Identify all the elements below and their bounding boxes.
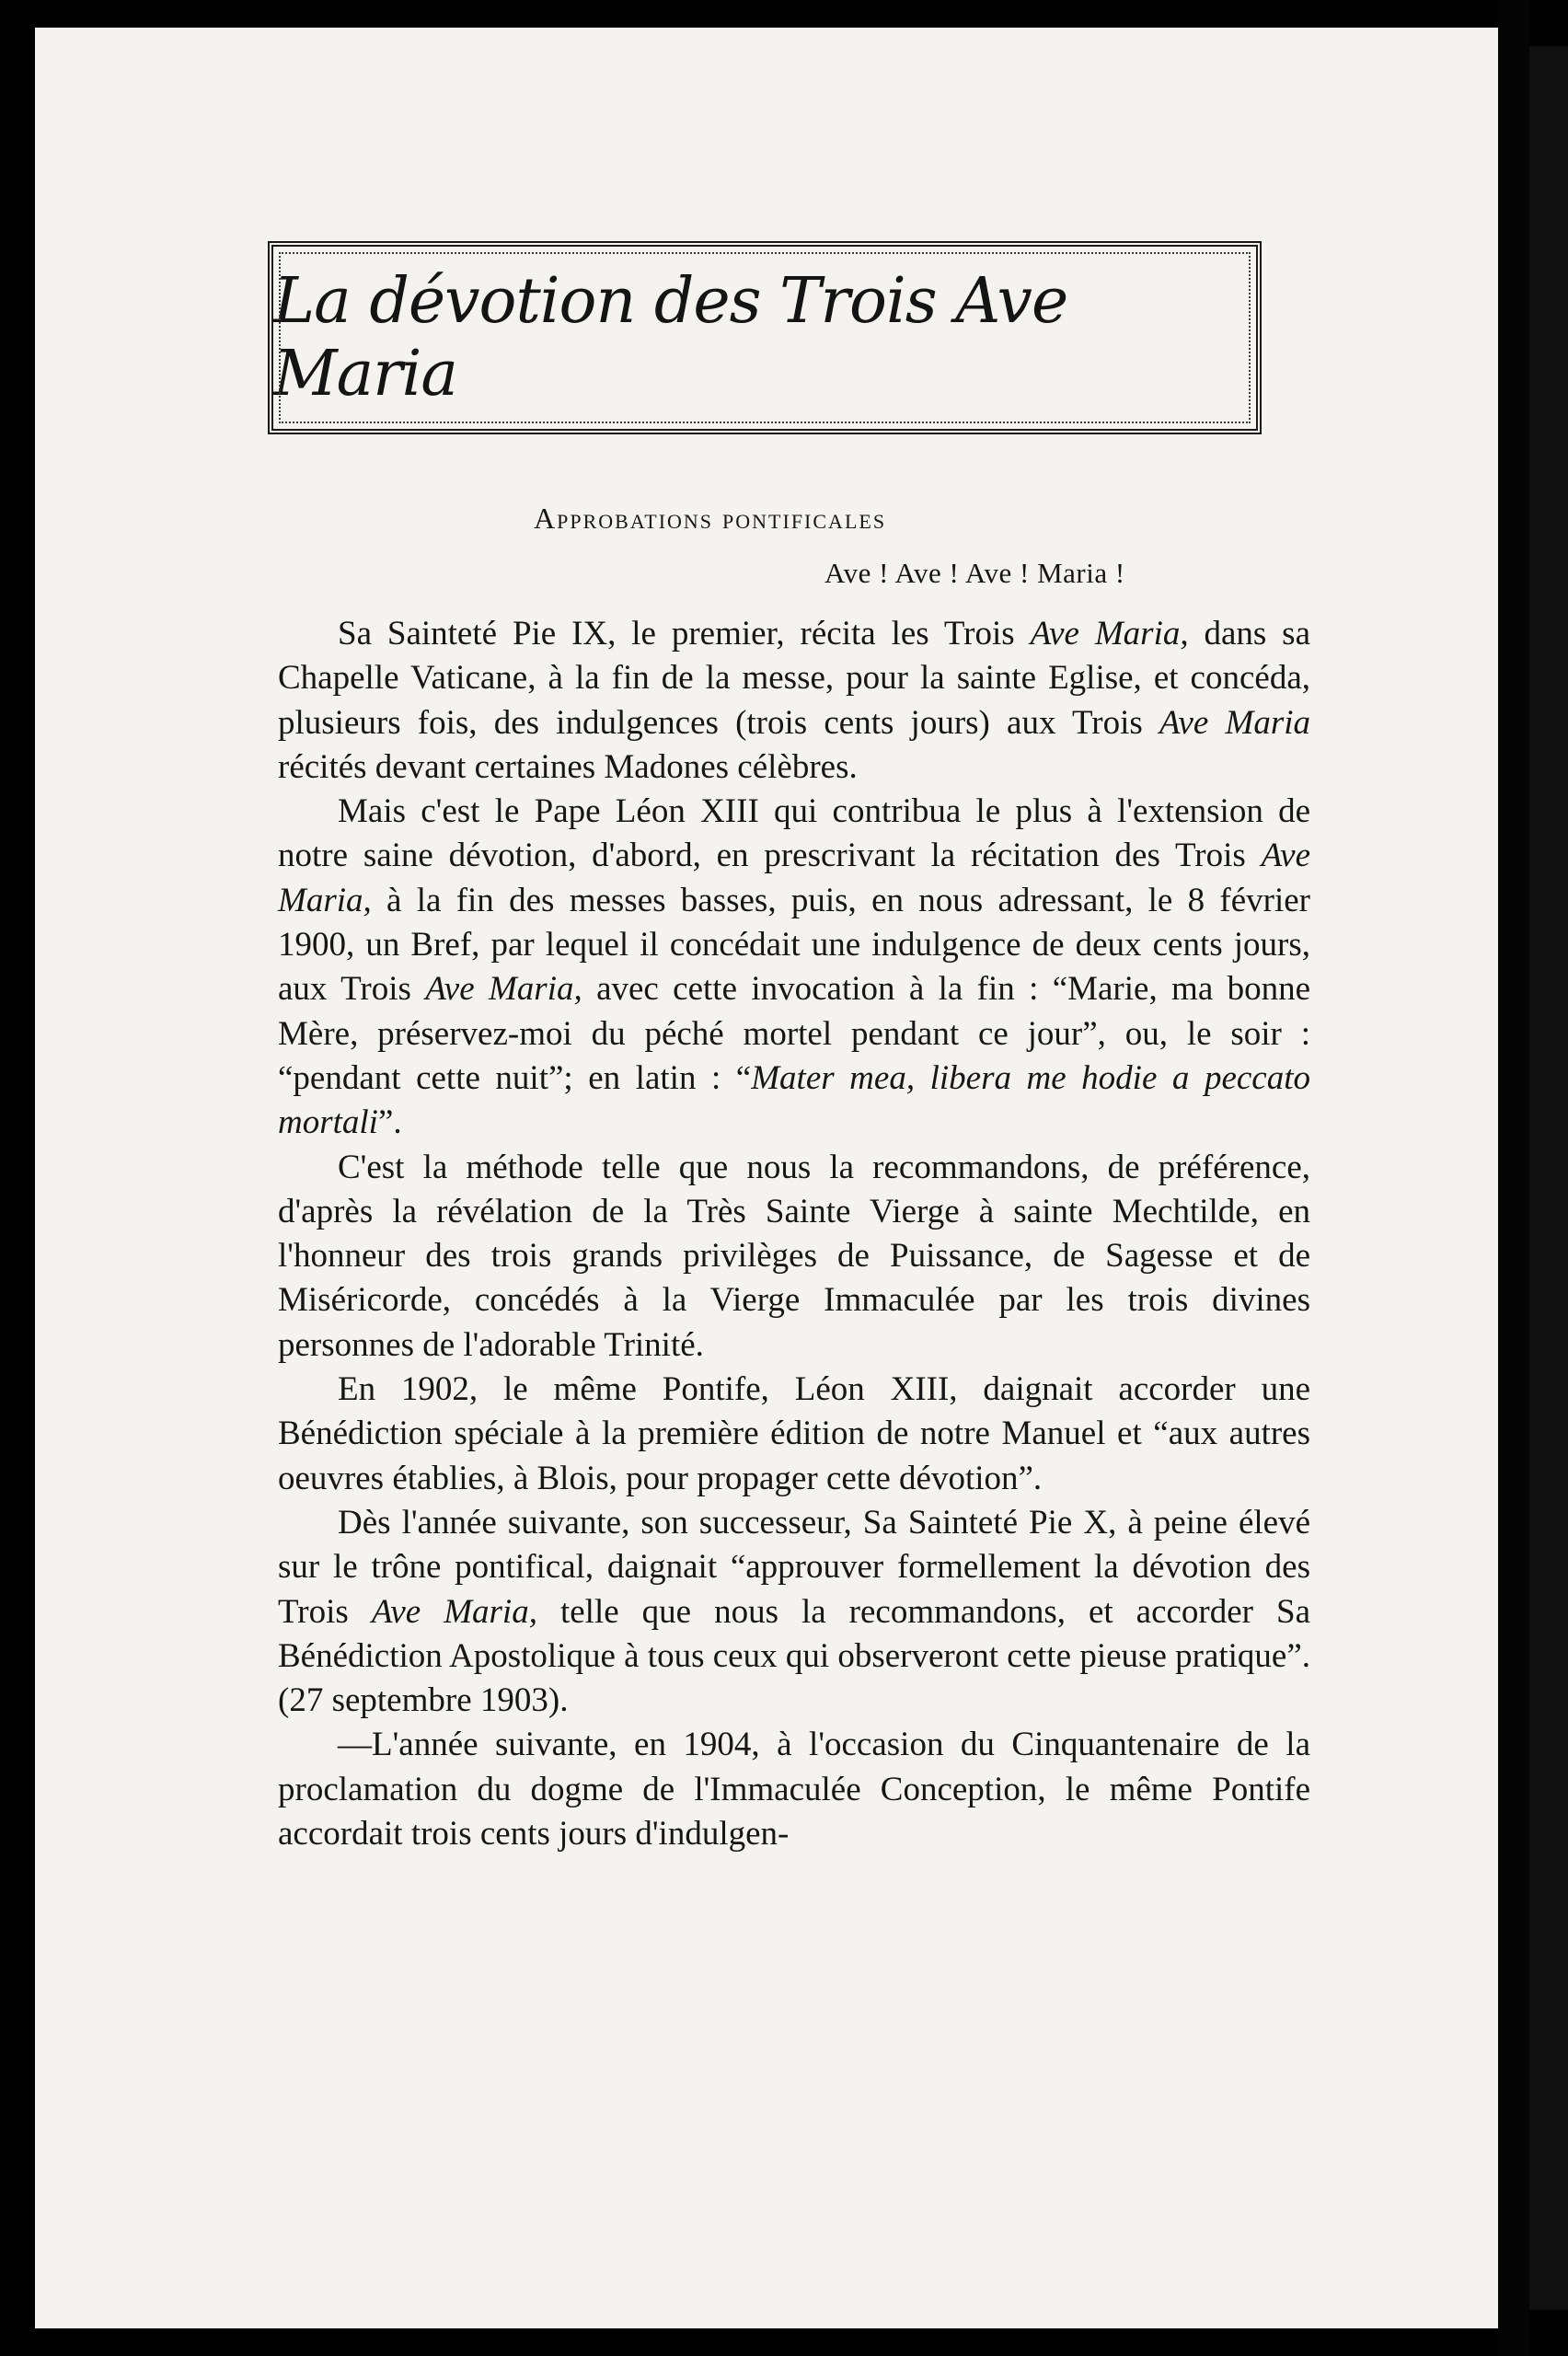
- paragraph-2: [278, 790, 1310, 1145]
- italic-run: Mater mea, libera me hodie a peccato mortali: [278, 1058, 1310, 1142]
- text-run: ”.: [377, 1103, 402, 1142]
- text-run: Mais c'est le Pape Léon XIII qui contribua le plus à l'extension de notre saine dévotion, d'abord, en prescrivant la récitation des Trois: [278, 792, 1310, 875]
- paragraph-3: C'est la méthode telle que nous la recommandons, de préférence, d'après la révélation de la Très Sainte Vierge à sainte Mechtilde, en l'honneur des trois grands privilèges de Puissance, de Sagesse et de Miséricorde, concédés à la Vierge Immaculée par les trois divines personnes de l'adorable Trinité.: [278, 1148, 1310, 1364]
- italic-run: Ave Maria,: [1030, 615, 1189, 653]
- page-gutter: [1498, 0, 1529, 2356]
- italic-run: Ave Maria: [1159, 703, 1310, 742]
- text-run: Dès l'année suivante, son successeur, Sa Sainteté Pie X, à peine élevé sur le trône pontifical, daignait “approuver formellement la dévotion des Trois: [278, 1503, 1310, 1631]
- body-text: [278, 612, 1310, 1856]
- text-run: à la fin des messes basses, puis, en nous adressant, le 8 février 1900, un Bref, par lequel il concédait une indulgence de deux cents jours, aux Trois: [278, 881, 1310, 1009]
- text-run: Sa Sainteté Pie IX, le premier, récita les Trois: [338, 615, 1031, 653]
- page-title: La dévotion des Trois Ave Maria: [273, 265, 1068, 410]
- title-frame: [268, 241, 1262, 434]
- paragraph-1: [278, 612, 1310, 790]
- italic-run: Ave Maria,: [425, 970, 582, 1009]
- text-run: avec cette invocation à la fin : “Marie, ma bonne Mère, préservez-moi du péché mortel pendant ce jour”, ou, le soir : “pendant cette nuit”; en latin : “: [278, 970, 1311, 1097]
- section-heading: Approbations pontificales: [534, 502, 887, 535]
- italic-run: Ave Maria,: [278, 837, 1310, 919]
- text-run: récités devant certaines Madones célèbres.: [278, 747, 858, 786]
- paragraph-6: —L'année suivante, en 1904, à l'occasion du Cinquantenaire de la proclamation du dogme de l'Immaculée Conception, le même Pontife accordait trois cents jours d'indulgen-: [278, 1726, 1310, 1854]
- adjacent-page-edge: [1529, 46, 1568, 2310]
- paragraph-5: [278, 1501, 1310, 1723]
- italic-run: Ave Maria,: [371, 1592, 537, 1631]
- text-run: telle que nous la recommandons, et accorder Sa Bénédiction Apostolique à tous ceux qui observeront cette pieuse pratique”. (27 septembre 1903).: [278, 1592, 1311, 1720]
- invocation-line: Ave ! Ave ! Ave ! Maria !: [824, 557, 1125, 589]
- text-run: dans sa Chapelle Vaticane, à la fin de la messe, pour la sainte Eglise, et concéda, plusieurs fois, des indulgences (trois cents jours) aux Trois: [278, 615, 1311, 742]
- paragraph-4: En 1902, le même Pontife, Léon XIII, daignait accorder une Bénédiction spéciale à la première édition de notre Manuel et “aux autres oeuvres établies, à Blois, pour propager cette dévotion”.: [278, 1370, 1310, 1497]
